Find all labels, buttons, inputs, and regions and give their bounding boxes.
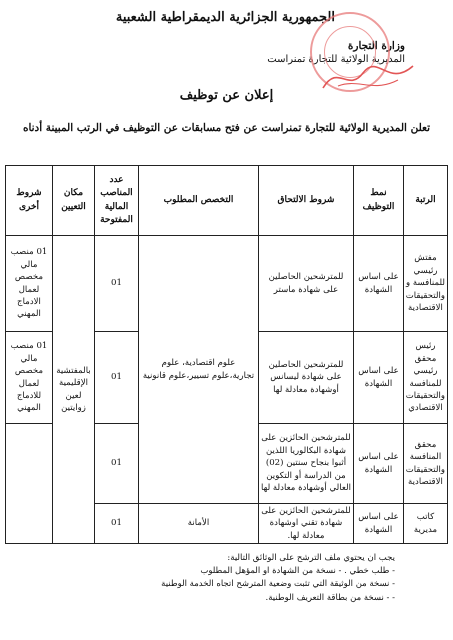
notes-line: - طلب خطي . - نسخة من الشهادة او المؤهل المطلوب [200, 566, 395, 577]
posts-cell: 01 [95, 236, 139, 332]
directorate-name: المديرية الولائية للتجارة تمنراست [267, 54, 405, 65]
republic-heading: الجمهورية الجزائرية الديمقراطية الشعبية [115, 10, 335, 25]
header-posts: عدد المناصب المالية المفتوحة [95, 166, 139, 236]
specialty-cell: الأمانة [139, 504, 259, 544]
posts-cell: 01 [95, 424, 139, 504]
notes-line: - نسخة من الوثيقة التي تثبت وضعية المترشح اتجاه الخدمة الوطنية [161, 579, 395, 590]
header-place: مكان التعيين [53, 166, 95, 236]
posts-cell: 01 [95, 332, 139, 424]
header-other: شروط أخرى [6, 166, 53, 236]
mode-cell: على اساس الشهادة [354, 332, 404, 424]
positions-table [5, 165, 448, 544]
rank-cell: كاتب مديرية [404, 504, 448, 544]
rank-cell: رئيس محقق رئيسي للمنافسة والتحقيقات الاقتصادي [404, 332, 448, 424]
conditions-cell: للمترشحين الحائزين على شهادة تقني اوشهادة معادلة لها. [259, 504, 354, 544]
ministry-name: وزارة التجارة [347, 40, 405, 52]
shared-specialty-cell: علوم اقتصادية، علوم تجارية،علوم تسيير،علوم قانونية [139, 236, 259, 504]
conditions-cell: للمترشحين الحاصلين على شهادة ليسانس أوشهادة معادلة لها [259, 332, 354, 424]
mode-cell: على اساس الشهادة [354, 236, 404, 332]
header-mode: نمط التوظيف [354, 166, 404, 236]
posts-cell: 01 [95, 504, 139, 544]
mode-cell: على اساس الشهادة [354, 424, 404, 504]
table-row [6, 236, 448, 332]
other-cell: 01 منصب مالي مخصص لعمال الادماج المهني [6, 236, 53, 332]
conditions-cell: للمترشحين الحاصلين على شهادة ماستر [259, 236, 354, 332]
conditions-cell: للمترشحين الحائزين على شهادة البكالوريا اللذين أثبوا بنجاح سنتين (02) من الدراسة أو التكوين العالي أوشهادة معادلة لها [259, 424, 354, 504]
other-empty-cell [6, 424, 53, 544]
rank-cell: محقق المنافسة والتحقيقات الاقتصادية [404, 424, 448, 504]
announcement-title: إعلان عن توظيف [179, 88, 274, 103]
mode-cell: على اساس الشهادة [354, 504, 404, 544]
required-documents [161, 552, 395, 605]
other-cell: 01 منصب مالي مخصص لعمال للادماج المهني [6, 332, 53, 424]
notes-line: يجب ان يحتوي ملف الترشح على الوثائق التالية: [227, 553, 395, 563]
header-rank: الرتبة [404, 166, 448, 236]
table-header-row [6, 166, 448, 236]
announcement-intro: تعلن المديرية الولائية للتجارة تمنراست عن فتح مسابقات عن التوظيف في الرتب المبينة أدناه [22, 122, 431, 134]
notes-line: - - نسخة من بطاقة التعريف الوطنية. [265, 592, 395, 603]
header-conditions: شروط الالتحاق [259, 166, 354, 236]
shared-place-cell: بالمفتشية الإقليمية لعين زوايتين [53, 236, 95, 544]
rank-cell: مفتش رئيسي للمنافسة و والتحقيقات الاقتصادية [404, 236, 448, 332]
header-specialty: التخصص المطلوب [139, 166, 259, 236]
